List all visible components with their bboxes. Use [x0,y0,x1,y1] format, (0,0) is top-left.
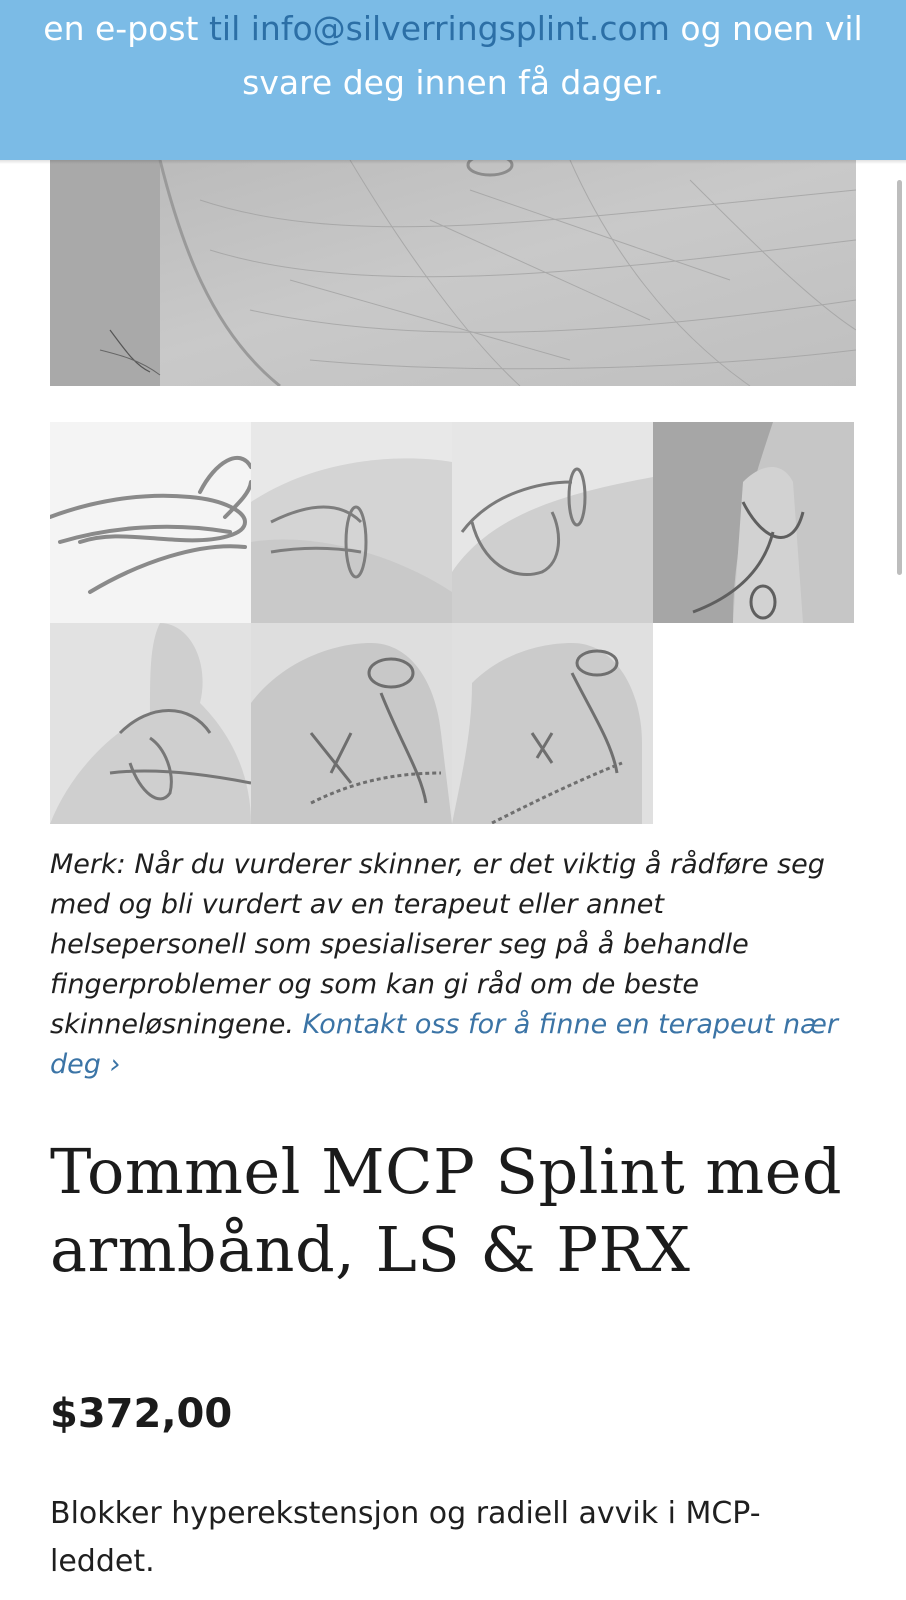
splint-advice-note [50,845,860,1085]
banner-prefix: en e-post [43,9,199,48]
scrollbar[interactable] [897,180,902,575]
contact-banner [0,0,906,160]
thumbnail-1[interactable] [50,422,251,623]
thumbnail-7[interactable] [452,623,653,824]
banner-shadow [0,160,906,164]
thumbnail-6[interactable] [251,623,452,824]
thumbnail-3[interactable] [452,422,653,623]
note-text: Merk: Når du vurderer skinner, er det viktig å rådføre seg med og bli vurdert av en terapeut eller annet helsepersonell som spesialiserer seg på å behandle fingerproblemer og som kan gi råd om de beste skinneløsningene. [50,849,825,1040]
main-product-photo[interactable] [50,160,856,386]
product-price: $372,00 [50,1391,233,1437]
thumbnail-2[interactable] [251,422,452,623]
banner-line-2: svare deg innen få dager. [242,63,664,102]
contact-therapist-link[interactable]: Kontakt oss for å finne en terapeut nær deg › [50,1009,839,1080]
thumbnail-4[interactable] [653,422,854,623]
product-title: Tommel MCP Splint med armbånd, LS & PRX [50,1135,843,1286]
thumbnail-5[interactable] [50,623,251,824]
banner-line-1 [0,8,906,50]
banner-suffix: og noen vil [680,9,863,48]
product-description: Blokker hyperekstensjon og radiell avvik i MCP-leddet. [50,1496,761,1579]
email-link[interactable]: til info@silverringsplint.com [208,9,670,48]
